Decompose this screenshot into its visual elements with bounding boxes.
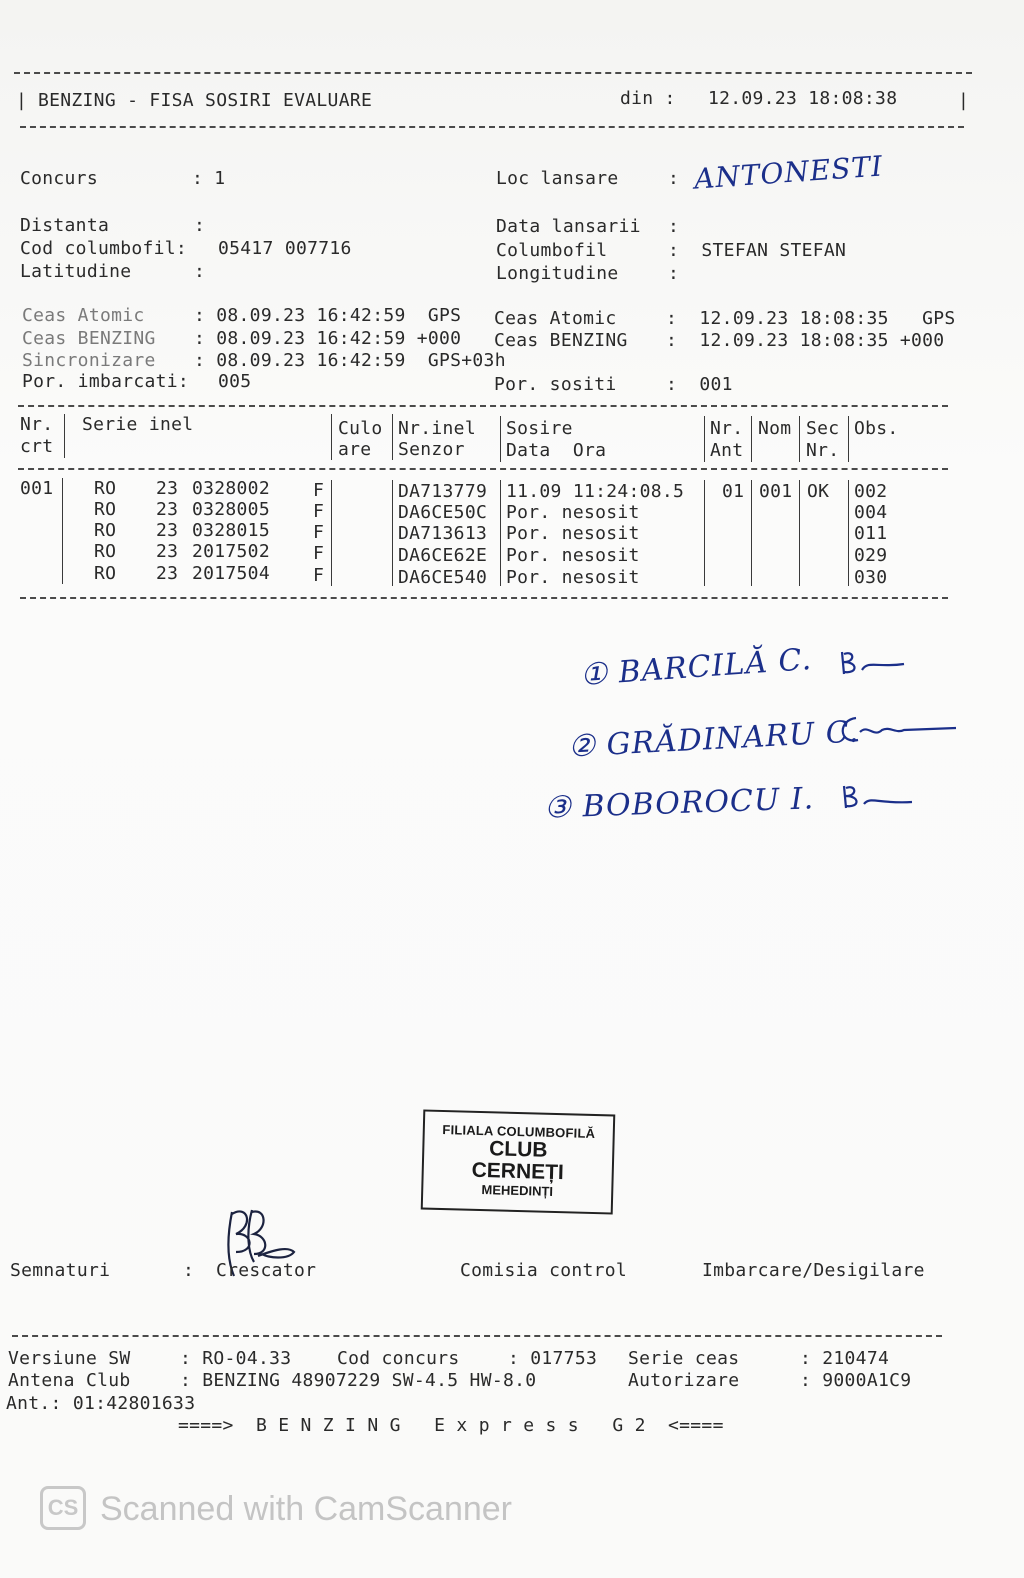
- table-row-3-sex: F: [313, 522, 325, 543]
- table-row-4-sex: F: [313, 543, 325, 564]
- table-row-4-sosire: Por. nesosit: [506, 545, 640, 566]
- ceas-benzing-right-label: Ceas BENZING: [494, 330, 628, 351]
- club-stamp: [421, 1110, 616, 1215]
- th-nr-crt-2: crt: [20, 436, 54, 457]
- camscanner-watermark: Scanned with CamScanner: [100, 1490, 513, 1528]
- header-din-label: din :: [620, 88, 676, 109]
- latitudine-value: :: [194, 261, 206, 282]
- autorizare-value: : 9000A1C9: [800, 1370, 912, 1391]
- table-row-1-tara: RO: [94, 478, 117, 499]
- header-right-bar: |: [958, 90, 970, 111]
- serie-ceas-label: Serie ceas: [628, 1348, 740, 1369]
- ceas-atomic-right-label: Ceas Atomic: [494, 308, 617, 329]
- table-row-4-tara: RO: [94, 541, 117, 562]
- ceas-benzing-label: Ceas BENZING: [22, 328, 156, 349]
- stamp-line-3: CERNEȚI: [471, 1158, 565, 1185]
- th-culoare-1: Culo: [338, 418, 383, 439]
- table-row-4-obs: 029: [854, 545, 888, 566]
- header-top-rule: [14, 72, 972, 74]
- stamp-line-2: CLUB: [488, 1137, 548, 1162]
- table-row-1-an: 23: [156, 478, 179, 499]
- table-row-2-sosire: Por. nesosit: [506, 502, 640, 523]
- stamp-line-4: MEHEDINȚI: [481, 1182, 554, 1199]
- table-row-3-senzor: DA713613: [398, 523, 488, 544]
- footer-rule: [12, 1335, 942, 1337]
- table-row-5-senzor: DA6CE540: [398, 567, 488, 588]
- table-row-5-obs: 030: [854, 567, 888, 588]
- sincronizare-value: : 08.09.23 16:42:59 GPS+03h: [194, 350, 506, 371]
- loc-lansare-label: Loc lansare: [496, 168, 619, 189]
- table-row-1-sex: F: [313, 480, 325, 501]
- th-sep-7: [799, 416, 800, 462]
- por-sositi-label: Por. sositi: [494, 374, 617, 395]
- crescator-label: Crescator: [216, 1260, 317, 1281]
- th-sep-8: [848, 416, 849, 462]
- ceas-atomic-label: Ceas Atomic: [22, 305, 145, 326]
- loc-lansare-colon: :: [668, 168, 680, 189]
- semnaturi-label: Semnaturi: [10, 1260, 111, 1281]
- table-row-2-senzor: DA6CE50C: [398, 502, 488, 523]
- table-row-5-tara: RO: [94, 563, 117, 584]
- serie-ceas-value: : 210474: [800, 1348, 890, 1369]
- row-crt: 001: [20, 478, 54, 499]
- table-row-5-nr: 2017504: [192, 563, 270, 584]
- stamp-line-1: FILIALA COLUMBOFILĂ: [442, 1122, 596, 1142]
- ceas-atomic-start: : 08.09.23 16:42:59 GPS: [194, 305, 462, 326]
- antena-value: : BENZING 48907229 SW-4.5 HW-8.0: [180, 1370, 537, 1391]
- tb-sep-3: [392, 480, 393, 586]
- ant-line: Ant.: 01:42801633: [6, 1393, 196, 1414]
- concurs-label: Concurs: [20, 168, 98, 189]
- table-row-3-nr: 0328015: [192, 520, 270, 541]
- th-sosire-1: Sosire: [506, 418, 573, 439]
- handwritten-signature-2-icon: [834, 712, 958, 748]
- table-row-4-nr: 2017502: [192, 541, 270, 562]
- tb-sep-5: [704, 480, 705, 586]
- table-row-2-nr: 0328005: [192, 499, 270, 520]
- table-row-1-nr: 0328002: [192, 478, 270, 499]
- table-row-5-sosire: Por. nesosit: [506, 567, 640, 588]
- table-row-2-sex: F: [313, 501, 325, 522]
- distanta-label: Distanta: [20, 215, 110, 236]
- handwritten-line-2: ② GRĂDINARU C.: [567, 714, 861, 765]
- columbofil-label: Columbofil: [496, 240, 608, 261]
- longitudine-label: Longitudine: [496, 263, 619, 284]
- header-bottom-rule: [20, 126, 964, 128]
- th-sec-1: Sec: [806, 418, 840, 439]
- table-row-1-sec: OK: [807, 481, 830, 502]
- tb-sep-2: [331, 480, 332, 586]
- table-row-1-ant: 01: [722, 481, 745, 502]
- th-nom: Nom: [758, 418, 792, 439]
- tb-sep-8: [848, 480, 849, 586]
- ceas-atomic-end: : 12.09.23 18:08:35 GPS: [666, 308, 956, 329]
- versiune-label: Versiune SW: [8, 1348, 131, 1369]
- header-left-bar: |: [16, 90, 28, 111]
- th-nr-inel-2: Senzor: [398, 439, 465, 460]
- table-row-3-sosire: Por. nesosit: [506, 523, 640, 544]
- table-header-rule: [18, 468, 948, 470]
- tb-sep-1: [62, 478, 63, 584]
- header-din-value: 12.09.23 18:08:38: [708, 88, 898, 109]
- concurs-value: : 1: [192, 168, 226, 189]
- table-top-rule: [18, 405, 948, 407]
- th-nr-ant-1: Nr.: [710, 418, 744, 439]
- th-sep-2: [331, 414, 332, 460]
- cod-columbofil-label: Cod columbofil:: [20, 238, 188, 259]
- sincronizare-label: Sincronizare: [22, 350, 156, 371]
- th-nr-ant-2: Ant: [710, 440, 744, 461]
- comisia-label: Comisia control: [460, 1260, 628, 1281]
- loc-lansare-handwritten: ANTONESTI: [693, 149, 885, 196]
- ceas-benzing-end: : 12.09.23 18:08:35 +000: [666, 330, 945, 351]
- table-row-3-an: 23: [156, 520, 179, 541]
- table-row-1-sosire: 11.09 11:24:08.5: [506, 481, 685, 502]
- handwritten-line-3: ③ BOBOROCU I.: [543, 781, 815, 826]
- table-row-5-sex: F: [313, 565, 325, 586]
- th-sep-4: [500, 416, 501, 462]
- tb-sep-4: [500, 480, 501, 586]
- table-row-4-senzor: DA6CE62E: [398, 545, 488, 566]
- th-sec-2: Nr.: [806, 440, 840, 461]
- th-serie-inel: Serie inel: [82, 414, 194, 435]
- table-row-3-obs: 011: [854, 523, 888, 544]
- th-sep-6: [751, 416, 752, 462]
- columbofil-value: : STEFAN STEFAN: [668, 240, 847, 261]
- th-obs: Obs.: [854, 418, 899, 439]
- handwritten-signature-1-icon: [838, 648, 908, 678]
- tb-sep-6: [751, 480, 752, 586]
- table-row-1-obs: 002: [854, 481, 888, 502]
- handwritten-line-1: ① BARCILĂ C.: [579, 641, 814, 694]
- antena-label: Antena Club: [8, 1370, 131, 1391]
- th-culoare-2: are: [338, 439, 372, 460]
- table-row-2-an: 23: [156, 499, 179, 520]
- th-sep-5: [704, 416, 705, 462]
- ceas-benzing-start: : 08.09.23 16:42:59 +000: [194, 328, 462, 349]
- th-sep-1: [64, 414, 65, 458]
- semnaturi-colon: :: [183, 1260, 195, 1281]
- longitudine-value: :: [668, 263, 680, 284]
- por-sositi-value: : 001: [666, 374, 733, 395]
- th-nr-inel-1: Nr.inel: [398, 418, 476, 439]
- table-bottom-rule: [20, 597, 948, 599]
- por-imbarcati-value: 005: [218, 371, 252, 392]
- handwritten-signature-3-icon: [840, 782, 916, 812]
- express-line: ====> B E N Z I N G E x p r e s s G 2 <====: [178, 1415, 724, 1436]
- table-row-4-an: 23: [156, 541, 179, 562]
- tb-sep-7: [799, 480, 800, 586]
- cod-concurs-label: Cod concurs: [337, 1348, 460, 1369]
- data-lansarii-value: :: [668, 216, 680, 237]
- camscanner-logo-icon: CS: [40, 1486, 86, 1530]
- table-row-2-obs: 004: [854, 502, 888, 523]
- autorizare-label: Autorizare: [628, 1370, 740, 1391]
- table-row-1-senzor: DA713779: [398, 481, 488, 502]
- table-row-2-tara: RO: [94, 499, 117, 520]
- por-imbarcati-label: Por. imbarcati:: [22, 371, 190, 392]
- imbarcare-label: Imbarcare/Desigilare: [702, 1260, 925, 1281]
- cod-columbofil-value: 05417 007716: [218, 238, 352, 259]
- cod-concurs-value: : 017753: [508, 1348, 598, 1369]
- table-row-5-an: 23: [156, 563, 179, 584]
- th-sosire-2: Data Ora: [506, 440, 607, 461]
- versiune-value: : RO-04.33: [180, 1348, 292, 1369]
- data-lansarii-label: Data lansarii: [496, 216, 641, 237]
- header-title: BENZING - FISA SOSIRI EVALUARE: [38, 90, 373, 111]
- th-nr-crt-1: Nr.: [20, 414, 54, 435]
- latitudine-label: Latitudine: [20, 261, 132, 282]
- table-row-3-tara: RO: [94, 520, 117, 541]
- th-sep-3: [392, 414, 393, 460]
- table-row-1-nom: 001: [759, 481, 793, 502]
- distanta-value: :: [194, 215, 206, 236]
